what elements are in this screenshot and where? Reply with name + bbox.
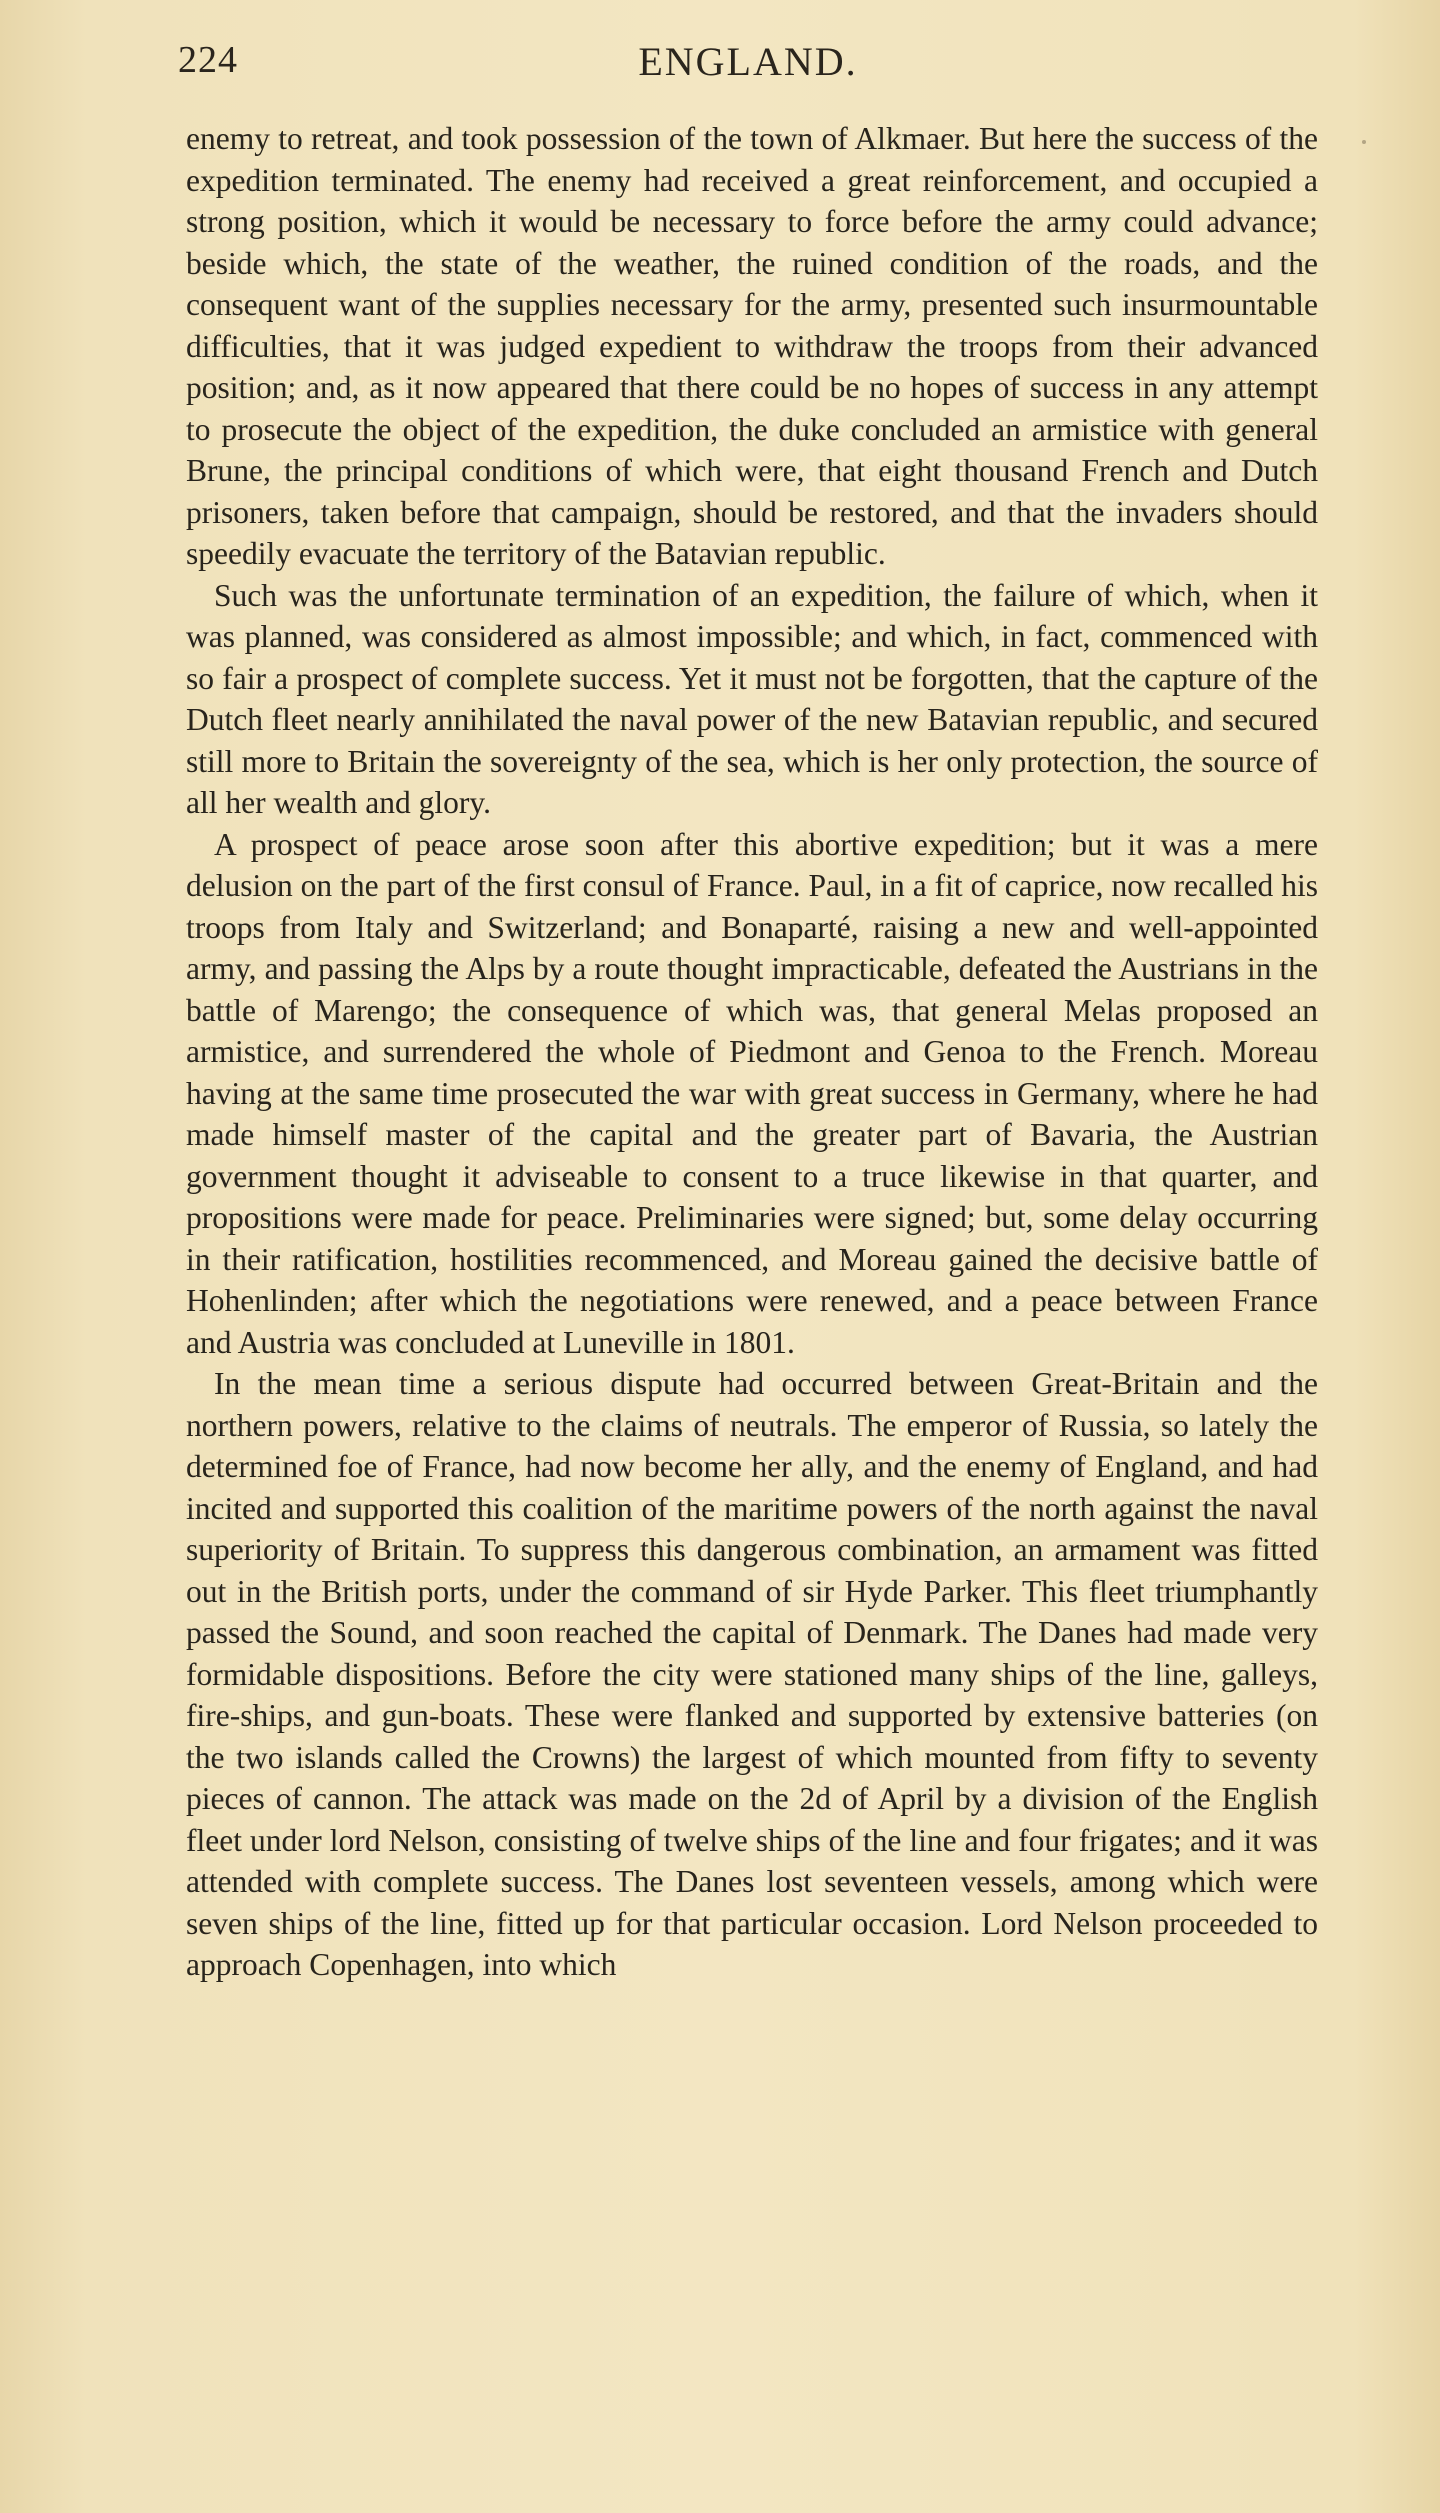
running-title: ENGLAND. — [638, 39, 858, 84]
paragraph-termination: Such was the unfortunate termination of an expedition, the failure of which, when it was planned, was considered as almost impossible; and which, in fact, commenced with so fair a prospect of complete success. Yet it must not be forgotten, that the capture of the Dutch fleet nearly annihilated the naval power of the new Batavian republic, and secured still more to Britain the sovereignty of the sea, which is her only protection, the source of all her wealth and glory. — [186, 577, 1318, 820]
paragraph-northern-powers: In the mean time a serious dispute had occurred between Great-Britain and the northern powers, relative to the claims of neutrals. The emperor of Russia, so lately the determined foe of France, had now become her ally, and the enemy of England, and had incited and supported this coalition of the maritime powers of the north against the naval superiority of Britain. To suppress this dangerous combination, an armament was fitted out in the British ports, under the command of sir Hyde Parker. This fleet triumphantly passed the Sound, and soon reached the capital of Denmark. The Danes had made very formidable dispositions. Before the city were stationed many ships of the line, galleys, fire-ships, and gun-boats. These were flanked and supported by extensive batteries (on the two islands called the Crowns) the largest of which mounted from fifty to seventy pieces of cannon. The attack was made on the 2d of April by a division of the English fleet under lord Nelson, consisting of twelve ships of the line and four frigates; and it was attended with complete success. The Danes lost seventeen vessels, among which were seven ships of the line, fitted up for that particular occasion. Lord Nelson proceeded to approach Copenhagen, into which — [186, 1366, 1318, 1982]
paragraph-peace-prospect: A prospect of peace arose soon after this abortive expedition; but it was a mere delusion on the part of the first consul of France. Paul, in a fit of caprice, now recalled his troops from Italy and Switzerland; and Bonaparté, raising a new and well-appointed army, and passing the Alps by a route thought impracticable, defeated the Austrians in the battle of Marengo; the consequence of which was, that general Melas proposed an armistice, and surrendered the whole of Piedmont and Genoa to the French. Moreau having at the same time prosecuted the war with great success in Germany, where he had made himself master of the capital and the greater part of Bavaria, the Austrian government thought it adviseable to consent to a truce likewise in that quarter, and propositions were made for peace. Preliminaries were signed; but, some delay occurring in their ratification, hostilities recommenced, and Moreau gained the decisive battle of Hohenlinden; after which the negotiations were renewed, and a peace between France and Austria was concluded at Luneville in 1801. — [186, 826, 1318, 1360]
body-text — [186, 118, 1318, 1986]
paragraph-alkmaer: enemy to retreat, and took possession of the town of Alkmaer. But here the success of the expedition terminated. The enemy had received a great reinforcement, and occupied a strong position, which it would be necessary to force before the army could advance; beside which, the state of the weather, the ruined condition of the roads, and the consequent want of the supplies necessary for the army, presented such insurmountable difficulties, that it was judged expedient to withdraw the troops from their advanced position; and, as it now appeared that there could be no hopes of success in any attempt to prosecute the object of the expedition, the duke concluded an armistice with general Brune, the principal conditions of which were, that eight thousand French and Dutch prisoners, taken before that campaign, should be restored, and that the invaders should speedily evacuate the territory of the Batavian republic. — [186, 121, 1318, 571]
margin-mark — [1362, 140, 1366, 144]
running-head — [178, 38, 1318, 88]
page-number: 224 — [178, 39, 238, 81]
